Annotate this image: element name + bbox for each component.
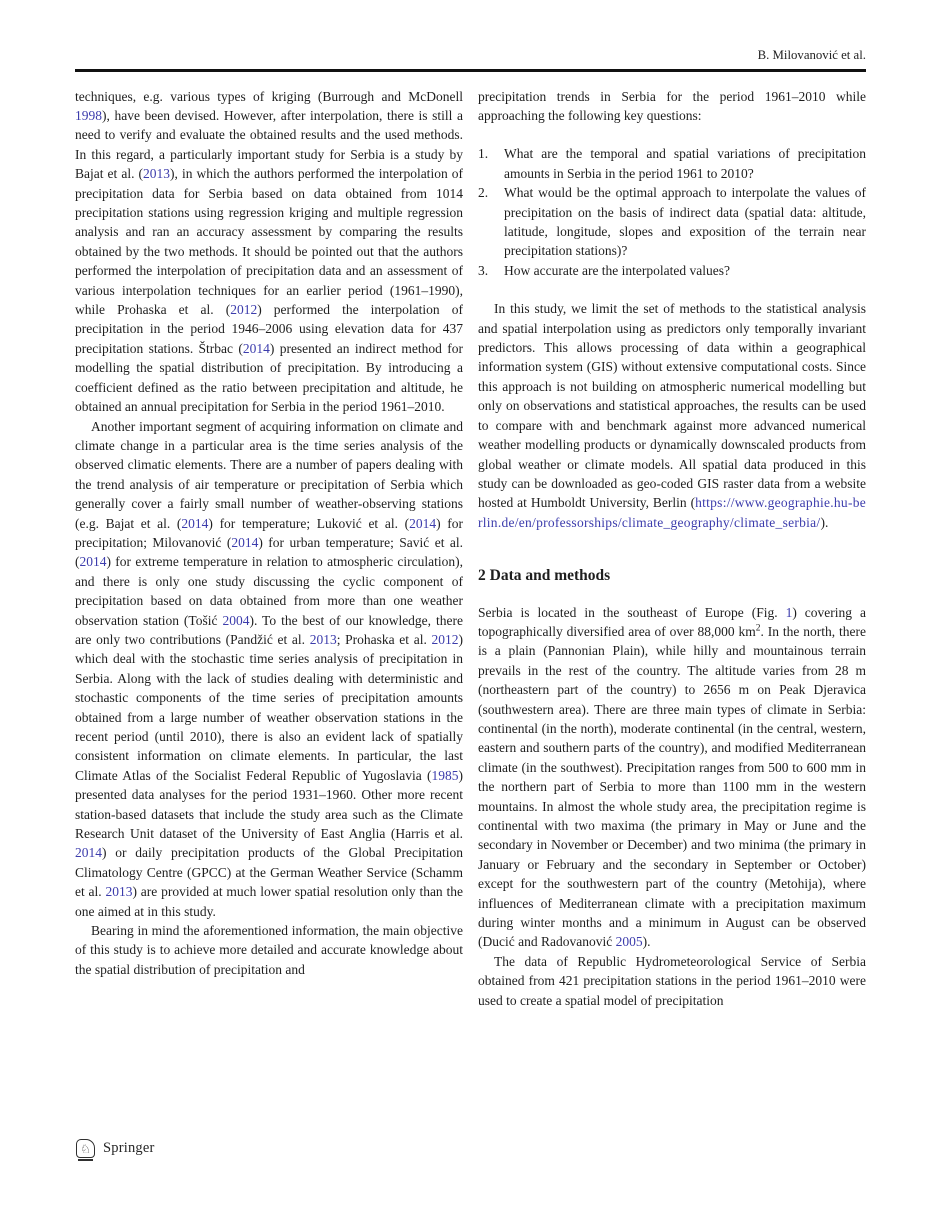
springer-horse-glyph: ♘ (80, 1141, 91, 1156)
right-column (478, 87, 866, 1010)
list-item-text: What are the temporal and spatial variations of precipitation amounts in Serbia in the period 1961 to 2010? (504, 146, 866, 181)
paragraph (478, 952, 866, 1010)
paragraph (75, 417, 463, 922)
list-item-number: 2. (478, 185, 489, 201)
citation-link[interactable]: 2014 (409, 515, 437, 531)
citation-link[interactable]: 2014 (231, 534, 259, 550)
citation-link[interactable]: 2014 (242, 340, 270, 356)
superscript: 2 (755, 623, 761, 634)
list-item (478, 261, 866, 280)
text-segment: The data of Republic Hydrometeorological Service of Serbia obtained from 421 precipitation stations in the period 1961–2010 were used to create a spatial model of precipitation (478, 953, 866, 1008)
text-segment: Another important segment of acquiring information on climate and climate change in a particular area is the time series analysis of the observed climatic elements. There are a number of papers dealing with the trend analysis of air temperature or precipitation of Serbia which generally cover a fairly small number of weather-observing stations (e.g. Bajat et al. ( (75, 418, 463, 531)
text-segment: ), have been devised. However, after interpolation, there is still a need to verify and evaluate the obtained results and the used methods. In this regard, a particularly important study for Serbia is a study by Bajat et al. ( (75, 108, 463, 182)
external-url-link[interactable]: https://www.geographie.hu-berlin.de/en/professorships/climate_geography/climate_serbia/ (478, 495, 866, 530)
page-content (75, 0, 866, 1010)
citation-link[interactable]: 2013 (309, 631, 337, 647)
paragraph (75, 921, 463, 979)
text-segment: ) for extreme temperature in relation to atmospheric circulation), and there is only one study discussing the cyclic component of precipitation based on data obtained from more than one weather observation station (Tošić (75, 554, 463, 628)
text-segment: ) for precipitation; Milovanović ( (75, 515, 463, 550)
header-rule (75, 69, 866, 72)
list-item (478, 144, 866, 183)
text-segment: ) are provided at much lower spatial resolution only than the one aimed at in this study. (75, 884, 463, 919)
text-segment: ) which deal with the stochastic time series analysis of precipitation in Serbia. Along with the lack of studies dealing with deterministic and stochastic components of the time series of precipitation amounts obtained from a large number of weather observation stations in the recent period (until 2010), there is also an evident lack of spatially consistent information on climate elements. In particular, the last Climate Atlas of the Socialist Federal Republic of Yugoslavia ( (75, 631, 463, 783)
page-header (75, 48, 866, 72)
text-segment: ) presented data analyses for the period 1931–1960. Other more recent station-based datasets that include the study area such as the Climate Research Unit dataset of the University of East Anglia (Harris et al. (75, 767, 463, 842)
citation-link[interactable]: 2014 (75, 845, 102, 861)
text-segment: ). To the best of our knowledge, there are only two contributions (Pandžić et al. (75, 612, 464, 647)
text-segment: precipitation trends in Serbia for the period 1961–2010 while approaching the following key questions: (478, 88, 866, 123)
running-head: B. Milovanović et al. (757, 48, 866, 62)
left-column (75, 87, 463, 1010)
text-segment: ; Prohaska et al. (336, 631, 432, 647)
citation-link[interactable]: 2012 (431, 631, 459, 647)
text-segment: ) or daily precipitation products of the Global Precipitation Climatology Centre (GPCC) at the German Weather Service (Schamm et al. (75, 845, 463, 900)
citation-link[interactable]: 1 (785, 604, 793, 620)
page-footer (76, 1139, 155, 1158)
text-segment: ) performed the interpolation of precipitation in the period 1946–2006 using elevation data for 437 precipitation stations. Štrbac ( (75, 302, 463, 356)
list-item-number: 1. (478, 146, 489, 162)
text-segment: ) presented an indirect method for modelling the spatial distribution of precipitation. By introducing a coefficient defined as the ratio between precipitation and altitude, he obtained an annual precipitation for Serbia in the period 1961–2010. (75, 340, 463, 415)
text-segment: ) covering a topographically diversified area of over 88,000 km (478, 604, 866, 639)
text-segment: Bearing in mind the aforementioned information, the main objective of this study is to achieve more detailed and accurate knowledge about the spatial distribution of precipitation and (75, 923, 463, 977)
citation-link[interactable]: 2012 (230, 302, 258, 318)
paragraph (478, 87, 866, 126)
list-item (478, 183, 866, 261)
citation-link[interactable]: 2013 (105, 884, 133, 900)
paragraph (478, 299, 866, 532)
text-segment: ), in which the authors performed the interpolation of precipitation data for Serbia based on data obtained from 1014 precipitation stations using regression kriging and multiple regression analysis and ran an accuracy assessment by comparing the results obtained by the two methods. It should be pointed out that the authors performed the interpolation of precipitation data and an assessment of various interpolation techniques for an earlier period (1961–1990), while Prohaska et al. ( (75, 166, 463, 318)
text-segment: ). (820, 514, 829, 530)
text-segment: ) for urban temperature; Savić et al. ( (75, 534, 463, 570)
text-segment: . In the north, there is a plain (Pannonian Plain), while hilly and mountainous terrain prevails in the rest of the country. The altitude varies from 28 m (northeastern part of the country) to 2656 m on Peak Djeravica (southwestern area). There are three main types of climate in Serbia: continental (in the north), moderate continental (in the central, western, eastern and southern parts of the country), and modified Mediterranean climate (in the southwest). Precipitation ranges from 500 to 600 mm in the northern part of Serbia to more than 1100 mm in the western mountains. In almost the whole study area, the precipitation regime is continental with two maxima (the primary in May or June and the secondary in November or December) and two minima (the primary in January or February and the secondary in September or October) except for the southwestern part of the country (Metohija), where influences of Mediterranean climate with a precipitation maximum during winter months and a minimum in August can be observed (Ducić and Radovanović (478, 623, 866, 950)
paragraph (75, 87, 463, 417)
citation-link[interactable]: 2014 (79, 554, 107, 570)
citation-link[interactable]: 2013 (143, 166, 171, 182)
citation-link[interactable]: 1998 (75, 108, 102, 123)
springer-horse-logo-icon (76, 1139, 95, 1158)
text-segment: techniques, e.g. various types of kriging (Burrough and McDonell (75, 88, 463, 104)
text-segment: ). (642, 934, 651, 950)
citation-link[interactable]: 1985 (431, 767, 459, 783)
citation-link[interactable]: 2005 (615, 934, 643, 950)
two-column-body (75, 87, 866, 1010)
section-heading: 2 Data and methods (478, 567, 611, 585)
paragraph (478, 603, 866, 952)
publisher-name: Springer (103, 1140, 155, 1156)
text-segment: In this study, we limit the set of methods to the statistical analysis and spatial interpolation using as predictors only temporally invariant predictors. This allows processing of data within a geographical information system (GIS) without extensive computational costs. Since this approach is not building on atmospheric numerical modelling but only on observations and statistical approaches, the results can be used to compare with and benchmark against more advanced numerical weather modelling products or dynamically downscaled products from global weather or climate models. All spatial data produced in this study can be downloaded as geo-coded GIS raster data from a website hosted at Humboldt University, Berlin ( (478, 301, 866, 511)
text-segment: Serbia is located in the southeast of Europe (Fig. (478, 604, 786, 620)
list-item-text: What would be the optimal approach to interpolate the values of precipitation on the basis of indirect data (spatial data: altitude, latitude, longitude, slopes and exposition of the terrain near precipitation stations)? (504, 185, 866, 259)
list-item-text: How accurate are the interpolated values? (504, 262, 731, 278)
citation-link[interactable]: 2014 (181, 515, 209, 531)
list-item-number: 3. (478, 262, 489, 278)
citation-link[interactable]: 2004 (222, 612, 250, 628)
numbered-question-list (478, 144, 866, 280)
text-segment: ) for temperature; Luković et al. ( (208, 515, 410, 531)
